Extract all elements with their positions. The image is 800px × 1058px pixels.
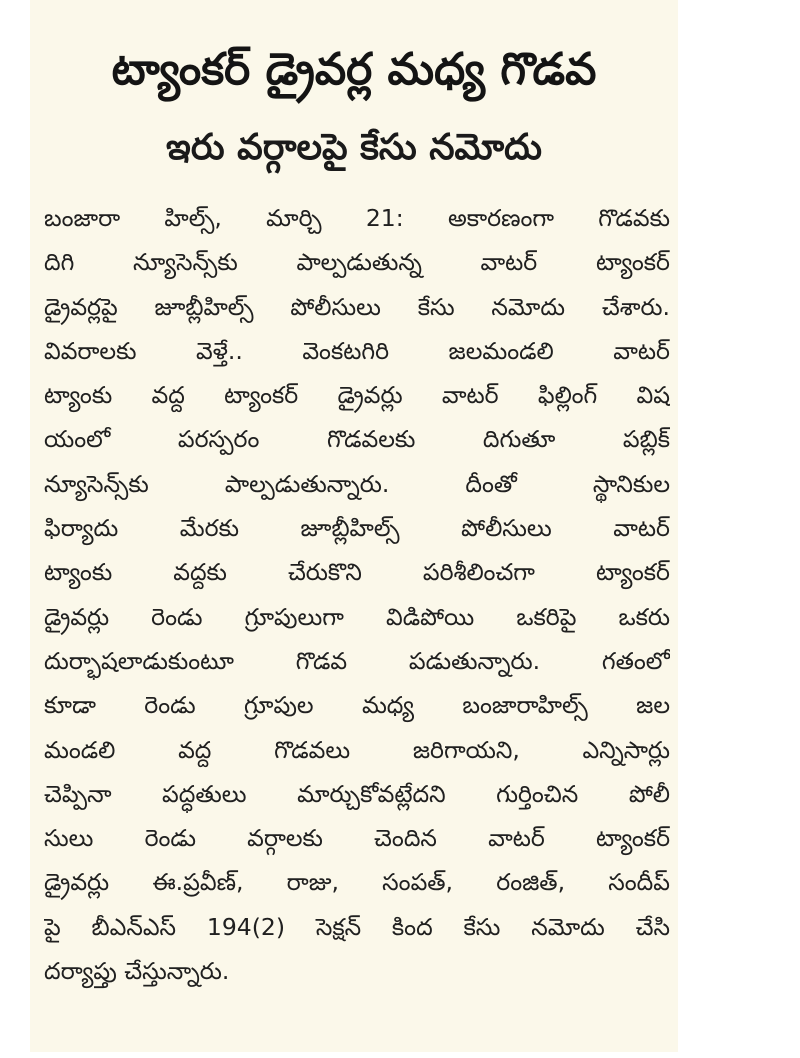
body-line-last: దర్యాప్తు చేస్తున్నారు. (44, 957, 230, 986)
body-line: దుర్భాషలాడుకుంటూ గొడవ పడుతున్నారు. గతంలో (44, 646, 670, 675)
article-body (44, 196, 670, 993)
body-line: కూడా రెండు గ్రూపుల మధ్య బంజారాహిల్స్ జల (44, 691, 670, 720)
body-line: ట్యాంకు వద్దకు చేరుకొని పరిశీలించగా ట్యాంకర్ (44, 558, 670, 587)
body-line: మండలి వద్ద గొడవలు జరిగాయని, ఎన్నిసార్లు (44, 735, 670, 764)
body-line: వివరాలకు వెళ్తే.. వెంకటగిరి జలమండలి వాటర్ (44, 336, 670, 365)
body-line: సులు రెండు వర్గాలకు చెందిన వాటర్ ట్యాంకర్ (44, 824, 670, 853)
headline: ట్యాంకర్ డ్రైవర్ల మధ్య గొడవ (111, 44, 597, 95)
body-line: డ్రైవర్లు రెండు గ్రూపులుగా విడిపోయి ఒకరిపై ఒకరు (44, 602, 670, 631)
news-clipping (30, 0, 678, 1052)
body-line: ఫిర్యాదు మేరకు జూబ్లీహిల్స్ పోలీసులు వాటర్ (44, 514, 670, 543)
body-line: డ్రైవర్లపై జూబ్లీహిల్స్ పోలీసులు కేసు నమోదు చేశారు. (44, 292, 670, 321)
body-line: దిగి న్యూసెన్స్‌కు పాల్పడుతున్న వాటర్ ట్యాంకర్ (44, 248, 670, 277)
body-line: బంజారా హిల్స్, మార్చి 21: అకారణంగా గొడవకు (44, 204, 670, 232)
body-line: చెప్పినా పద్ధతులు మార్చుకోవట్లేదని గుర్తించిన పోలీ (44, 779, 670, 808)
body-line: ట్యాంకు వద్ద ట్యాంకర్ డ్రైవర్లు వాటర్ ఫిల్లింగ్ విష (44, 381, 670, 410)
subheadline: ఇరు వర్గాలపై కేసు నమోదు (166, 127, 542, 168)
body-line: పై బీఎన్ఎస్ 194(2) సెక్షన్ కింద కేసు నమోదు చేసి (44, 912, 670, 941)
body-line: యంలో పరస్పరం గొడవలకు దిగుతూ పబ్లిక్ (44, 425, 670, 454)
body-line: డ్రైవర్లు ఈ.ప్రవీణ్, రాజు, సంపత్, రంజిత్, సందీప్ (44, 868, 670, 897)
body-line: న్యూసెన్స్‌కు పాల్పడుతున్నారు. దీంతో స్థానికుల (44, 469, 670, 498)
